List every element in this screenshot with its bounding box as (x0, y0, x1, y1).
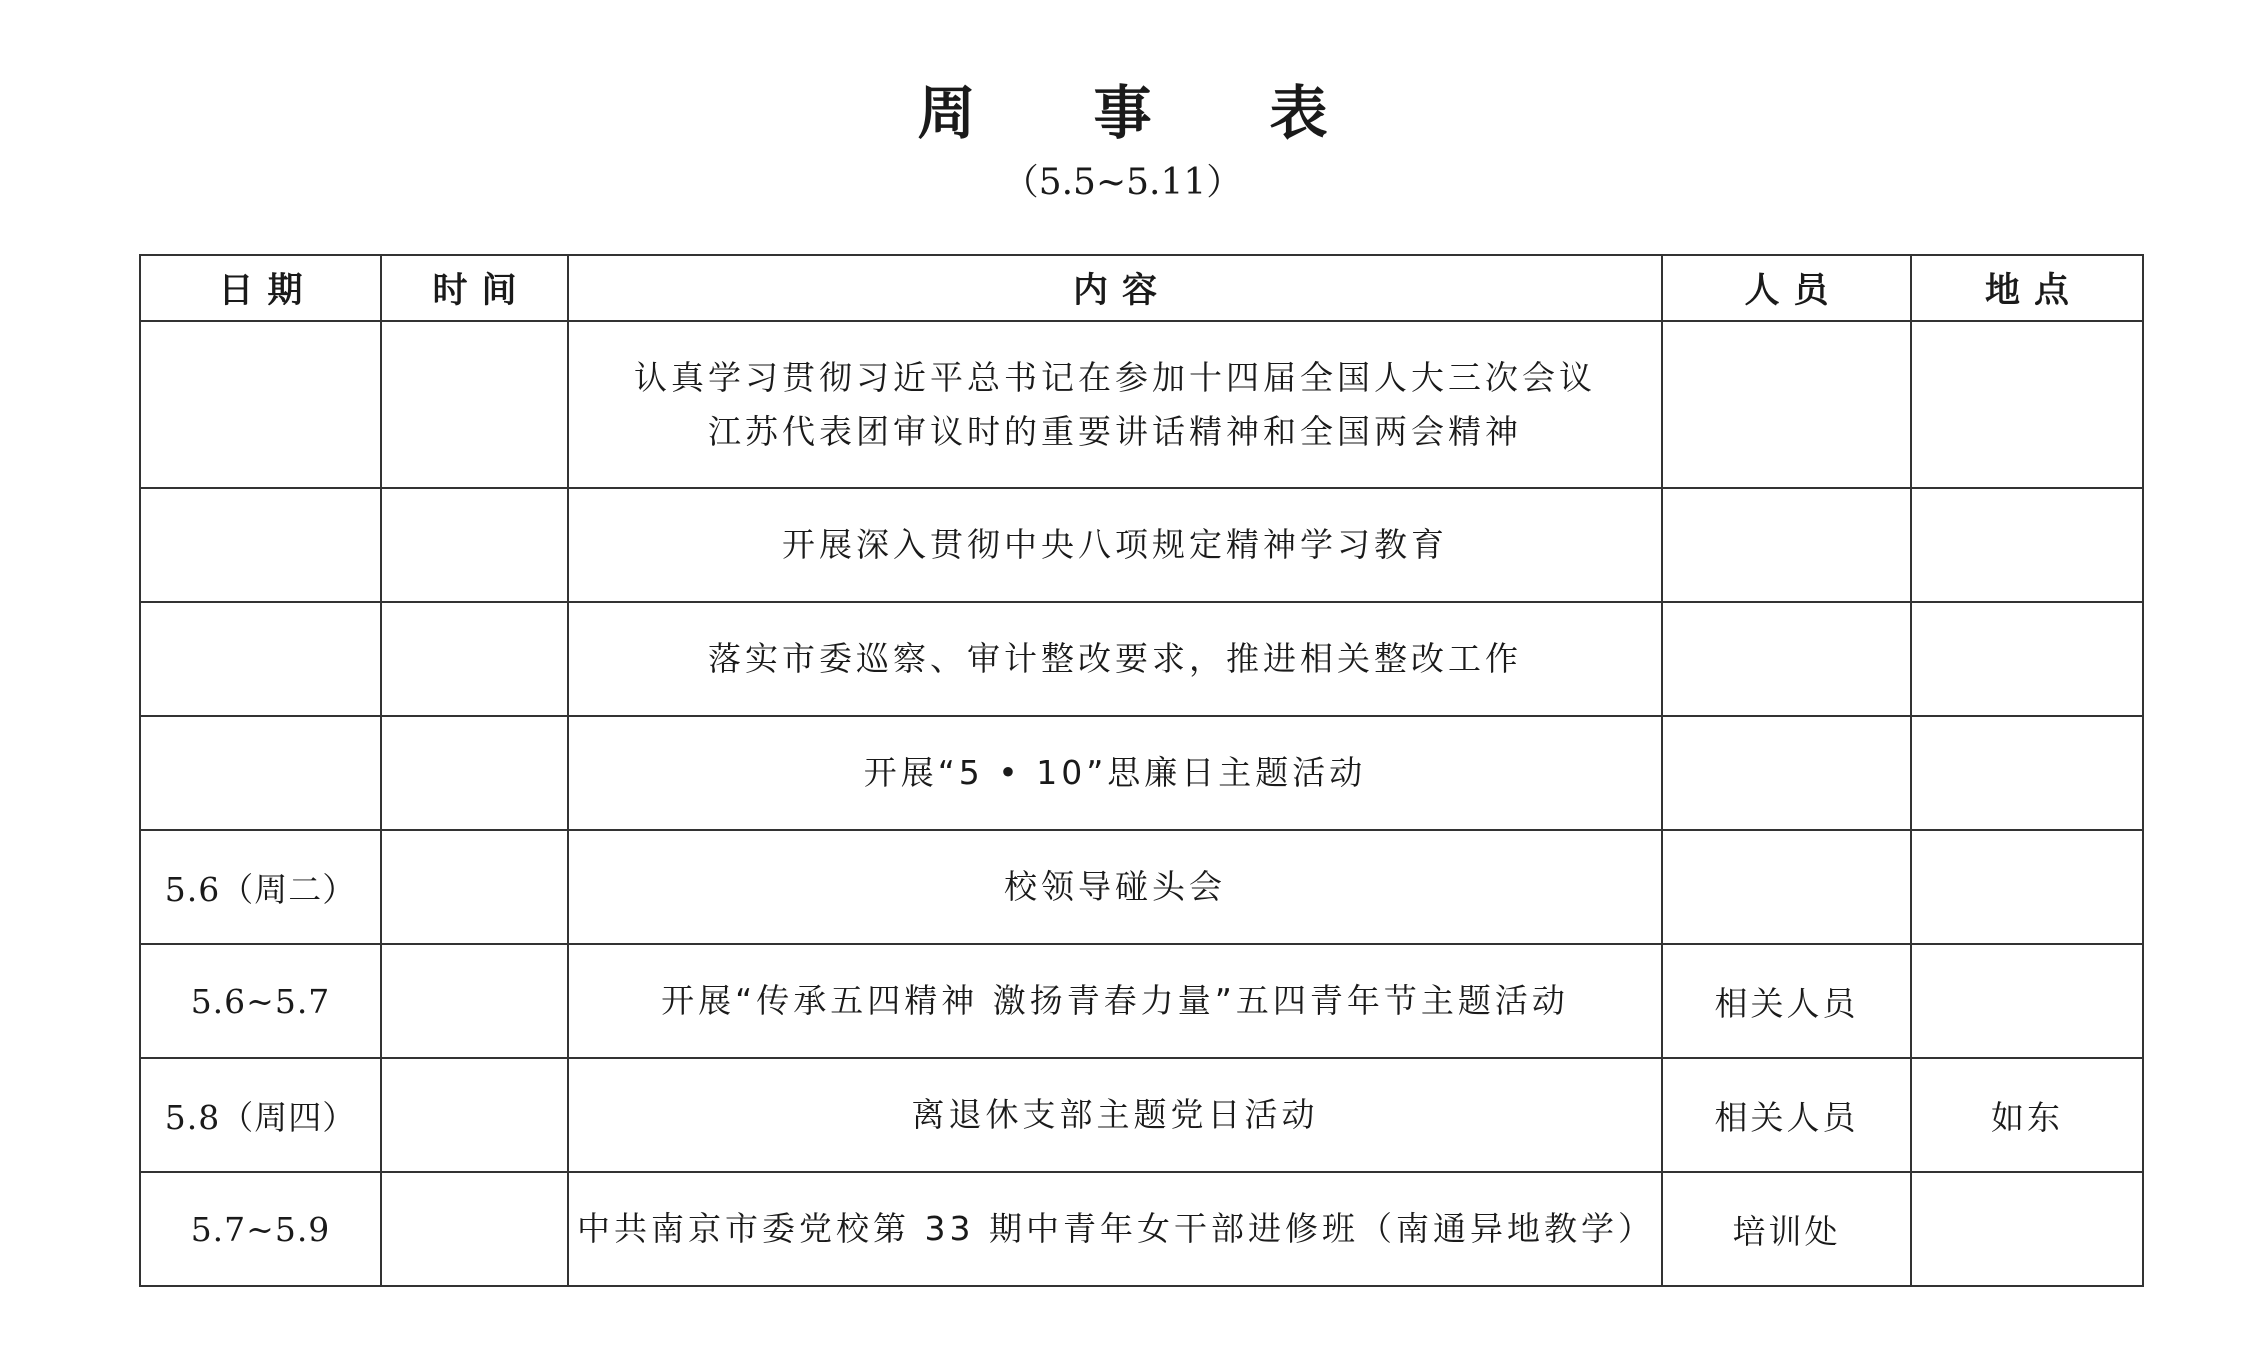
column-header-place: 地点 (1911, 255, 2143, 321)
table-row (140, 944, 2143, 1058)
place-cell (1911, 830, 2143, 944)
date-cell: 5.8（周四） (140, 1058, 381, 1172)
date-cell: 5.6（周二） (140, 830, 381, 944)
weekly-schedule-table (139, 254, 2144, 1287)
table-row (140, 716, 2143, 830)
table-row (140, 602, 2143, 716)
date-cell (140, 488, 381, 602)
place-cell (1911, 1172, 2143, 1286)
content-cell: 开展“传承五四精神 激扬青春力量”五四青年节主题活动 (568, 944, 1662, 1058)
content-cell: 离退休支部主题党日活动 (568, 1058, 1662, 1172)
content-line: 江苏代表团审议时的重要讲话精神和全国两会精神 (708, 411, 1522, 451)
time-cell (381, 488, 568, 602)
content-cell (568, 321, 1662, 488)
date-cell: 5.7~5.9 (140, 1172, 381, 1286)
time-cell (381, 830, 568, 944)
people-cell (1662, 602, 1911, 716)
date-range-subtitle: （5.5~5.11） (1002, 162, 1243, 203)
column-header-date: 日期 (140, 255, 381, 321)
table-row (140, 1172, 2143, 1286)
table-row (140, 1058, 2143, 1172)
content-cell: 中共南京市委党校第 33 期中青年女干部进修班（南通异地教学） (568, 1172, 1662, 1286)
content-cell: 开展深入贯彻中央八项规定精神学习教育 (568, 488, 1662, 602)
content-cell: 开展“5 • 10”思廉日主题活动 (568, 716, 1662, 830)
place-cell (1911, 488, 2143, 602)
content-cell: 校领导碰头会 (568, 830, 1662, 944)
place-cell (1911, 716, 2143, 830)
place-cell (1911, 321, 2143, 488)
time-cell (381, 1172, 568, 1286)
time-cell (381, 716, 568, 830)
table-header-row (140, 255, 2143, 321)
table-row (140, 488, 2143, 602)
time-cell (381, 321, 568, 488)
people-cell (1662, 716, 1911, 830)
content-line: 认真学习贯彻习近平总书记在参加十四届全国人大三次会议 (634, 357, 1596, 397)
date-cell (140, 716, 381, 830)
place-cell: 如东 (1911, 1058, 2143, 1172)
table-row (140, 830, 2143, 944)
time-cell (381, 944, 568, 1058)
place-cell (1911, 602, 2143, 716)
people-cell (1662, 488, 1911, 602)
column-header-people: 人员 (1662, 255, 1911, 321)
people-cell (1662, 321, 1911, 488)
date-cell: 5.6~5.7 (140, 944, 381, 1058)
time-cell (381, 602, 568, 716)
people-cell: 相关人员 (1662, 944, 1911, 1058)
table-row (140, 321, 2143, 488)
column-header-content: 内容 (568, 255, 1662, 321)
content-cell: 落实市委巡察、审计整改要求，推进相关整改工作 (568, 602, 1662, 716)
people-cell: 培训处 (1662, 1172, 1911, 1286)
place-cell (1911, 944, 2143, 1058)
column-header-time: 时间 (381, 255, 568, 321)
people-cell (1662, 830, 1911, 944)
page-title: 周事表 (917, 79, 1446, 147)
people-cell: 相关人员 (1662, 1058, 1911, 1172)
date-cell (140, 321, 381, 488)
date-cell (140, 602, 381, 716)
time-cell (381, 1058, 568, 1172)
